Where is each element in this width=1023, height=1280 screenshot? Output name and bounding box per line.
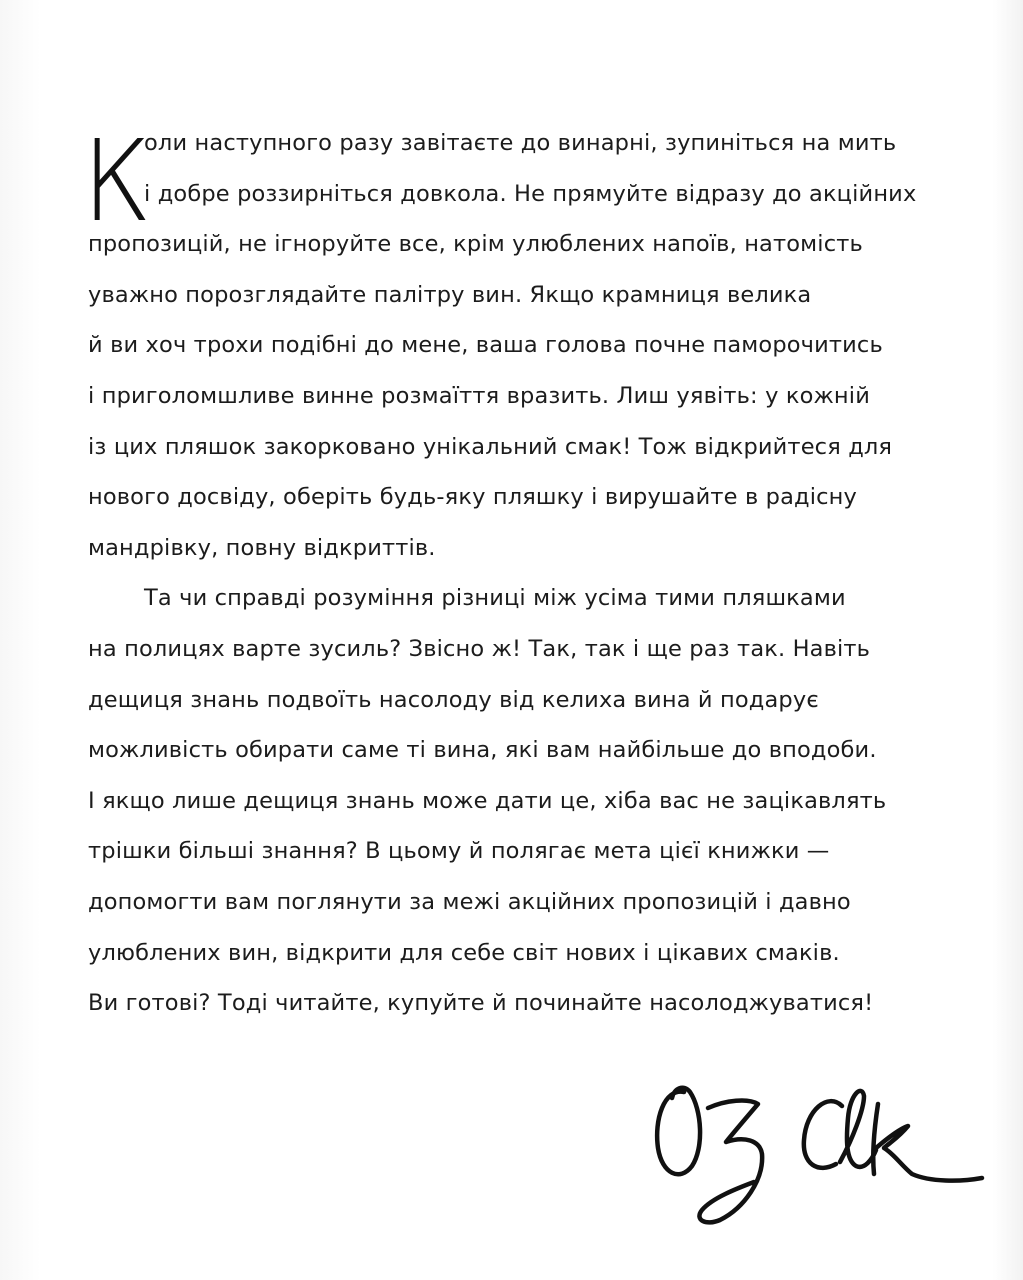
paragraph-1	[88, 118, 948, 573]
text-line: із цих пляшок закорковано унікальний смак! Тож відкрийтеся для	[88, 433, 893, 460]
drop-cap: К	[82, 117, 152, 247]
text-line: нового досвіду, оберіть будь-яку пляшку і вирушайте в радісну	[88, 484, 857, 511]
text-line: улюблених вин, відкрити для себе світ нових і цікавих смаків.	[88, 939, 840, 966]
text-line: можливість обирати саме ті вина, які вам найбільше до вподоби.	[88, 737, 877, 764]
handwritten-signature-icon	[650, 1070, 990, 1240]
text-line: оли наступного разу завітаєте до винарні, зупиніться на мить	[144, 130, 897, 156]
text-line: і добре роззирніться довкола. Не прямуйте відразу до акційних	[144, 180, 917, 207]
text-line: Та чи справді розуміння різниці між усіма тими пляшками	[144, 585, 846, 612]
text-line: й ви хоч трохи подібні до мене, ваша голова почне паморочитись	[88, 332, 883, 359]
text-line: Ви готові? Тоді читайте, купуйте й починайте насолоджуватися!	[88, 990, 874, 1017]
text-line: мандрівку, повну відкриттів.	[88, 534, 436, 561]
text-line: І якщо лише дещиця знань може дати це, хіба вас не зацікавлять	[88, 787, 887, 814]
text-line: і приголомшливе винне розмаїття вразить. Лиш уявіть: у кожній	[88, 382, 870, 409]
text-line: дещиця знань подвоїть насолоду від келиха вина й подарує	[88, 686, 819, 713]
text-line: пропозицій, не ігноруйте все, крім улюблених напоїв, натомість	[88, 231, 863, 258]
text-line: трішки більші знання? В цьому й полягає мета цієї книжки —	[88, 838, 830, 865]
body-text	[82, 117, 948, 1029]
text-line: уважно порозглядайте палітру вин. Якщо крамниця велика	[88, 281, 812, 308]
text-line: допомогти вам поглянути за межі акційних пропозицій і давно	[88, 888, 851, 915]
paragraph-2	[88, 573, 948, 1028]
text-line: на полицях варте зусиль? Звісно ж! Так, так і ще раз так. Навіть	[88, 635, 871, 662]
